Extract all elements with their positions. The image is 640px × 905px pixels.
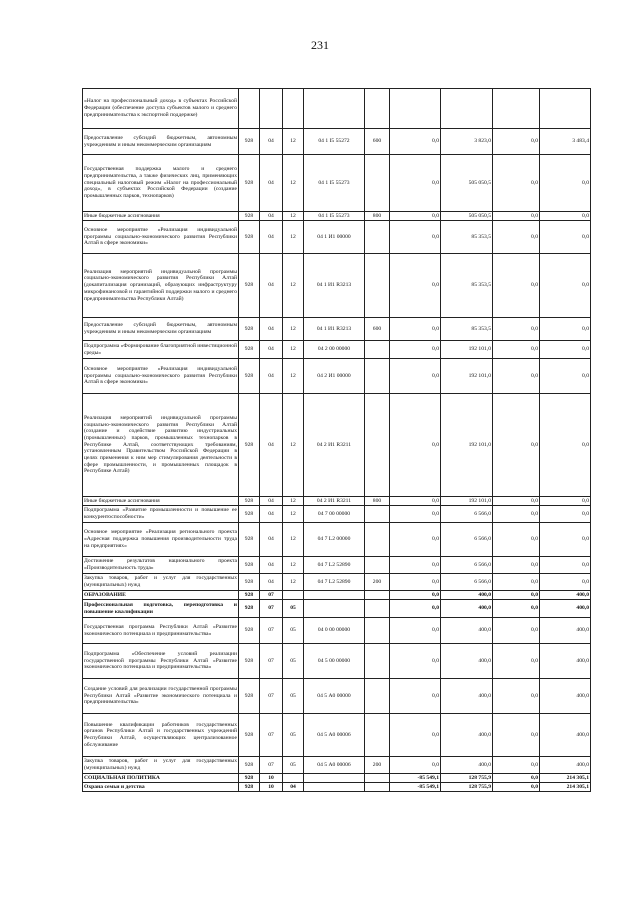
- cell-amount-2: 192 101,0: [441, 394, 493, 497]
- cell-pr: 12: [283, 359, 304, 394]
- cell-csr: 04 1 И1 R3213: [304, 254, 365, 318]
- cell-vr: [365, 89, 390, 129]
- table-row: [83, 506, 591, 523]
- cell-ved: 928: [239, 359, 260, 394]
- cell-pr: 05: [283, 757, 304, 774]
- cell-amount-3: 0,0: [493, 394, 540, 497]
- cell-pr: 12: [283, 523, 304, 557]
- cell-amount-1: 0,0: [390, 557, 441, 574]
- table-row: [83, 318, 591, 341]
- cell-csr: 04 5 00 00000: [304, 644, 365, 679]
- table-row: [83, 359, 591, 394]
- cell-amount-3: [493, 89, 540, 129]
- cell-amount-3: 0,0: [493, 714, 540, 757]
- cell-csr: 04 1 I5 55272: [304, 129, 365, 155]
- cell-amount-2: 400,0: [441, 600, 493, 618]
- cell-ved: 928: [239, 774, 260, 783]
- cell-pr: 12: [283, 212, 304, 221]
- cell-amount-2: 6 566,0: [441, 506, 493, 523]
- cell-vr: [365, 341, 390, 359]
- cell-ved: 928: [239, 506, 260, 523]
- cell-amount-3: 0,0: [493, 254, 540, 318]
- cell-amount-2: 400,0: [441, 591, 493, 600]
- cell-csr: [304, 591, 365, 600]
- cell-amount-2: 85 353,5: [441, 221, 493, 254]
- cell-name: Создание условий для реализации государственной программы Республики Алтай «Развитие экономического потенциала и предпринимательства»: [83, 679, 239, 714]
- cell-amount-1: 0,0: [390, 523, 441, 557]
- cell-amount-2: 192 101,0: [441, 497, 493, 506]
- cell-ved: 928: [239, 497, 260, 506]
- cell-amount-2: 400,0: [441, 714, 493, 757]
- cell-amount-1: 0,0: [390, 341, 441, 359]
- cell-vr: [365, 394, 390, 497]
- cell-pr: 12: [283, 497, 304, 506]
- cell-amount-3: 0,0: [493, 318, 540, 341]
- cell-pr: 12: [283, 221, 304, 254]
- cell-csr: 04 7 00 00000: [304, 506, 365, 523]
- cell-ved: 928: [239, 757, 260, 774]
- cell-amount-4: 0,0: [540, 254, 591, 318]
- cell-amount-2: 6 566,0: [441, 557, 493, 574]
- cell-ved: 928: [239, 714, 260, 757]
- cell-pr: 12: [283, 155, 304, 212]
- cell-csr: 04 2 00 00000: [304, 341, 365, 359]
- cell-amount-4: 214 305,1: [540, 774, 591, 783]
- cell-rz: 04: [260, 394, 283, 497]
- cell-amount-2: 400,0: [441, 679, 493, 714]
- cell-amount-3: 0,0: [493, 212, 540, 221]
- cell-pr: 12: [283, 557, 304, 574]
- cell-amount-1: 0,0: [390, 212, 441, 221]
- cell-amount-2: 192 101,0: [441, 359, 493, 394]
- cell-vr: [365, 679, 390, 714]
- cell-name: Реализация мероприятий индивидуальной программы социально-экономического развития Республики Алтай (создание и содействие развитию индустриальных (промышленных) парков, промышленных технопарков в Республике Алтай, соответствующих требованиям, установленным Правительством Российской Федерации в целях применения к ним мер стимулирования деятельности в сфере промышленности, и промышленных площадок в Республике Алтай): [83, 394, 239, 497]
- cell-csr: 04 0 00 00000: [304, 618, 365, 644]
- cell-amount-3: 0,0: [493, 618, 540, 644]
- cell-vr: [365, 523, 390, 557]
- cell-amount-3: 0,0: [493, 155, 540, 212]
- cell-ved: 928: [239, 254, 260, 318]
- cell-pr: 12: [283, 254, 304, 318]
- cell-amount-1: 0,0: [390, 600, 441, 618]
- cell-amount-2: 3 823,0: [441, 129, 493, 155]
- cell-pr: [283, 89, 304, 129]
- table-row: [83, 644, 591, 679]
- cell-csr: 04 7 L2 00000: [304, 523, 365, 557]
- cell-amount-1: -85 549,1: [390, 783, 441, 792]
- cell-pr: 12: [283, 129, 304, 155]
- cell-vr: [365, 506, 390, 523]
- cell-name: Достижение результатов национального проекта «Производительность труда»: [83, 557, 239, 574]
- cell-csr: 04 1 I5 55273: [304, 155, 365, 212]
- cell-csr: 04 1 И1 00000: [304, 221, 365, 254]
- cell-amount-3: 0,0: [493, 757, 540, 774]
- cell-amount-4: 0,0: [540, 506, 591, 523]
- table-row: [83, 679, 591, 714]
- cell-amount-4: 0,0: [540, 341, 591, 359]
- cell-amount-1: 0,0: [390, 714, 441, 757]
- cell-ved: 928: [239, 644, 260, 679]
- cell-amount-2: 85 353,5: [441, 254, 493, 318]
- cell-amount-1: 0,0: [390, 679, 441, 714]
- table-row: [83, 89, 591, 129]
- table-row: [83, 254, 591, 318]
- cell-amount-3: 0,0: [493, 600, 540, 618]
- cell-vr: [365, 557, 390, 574]
- cell-name: Подпрограмма «Формирование благоприятной инвестиционной среды»: [83, 341, 239, 359]
- cell-rz: 04: [260, 254, 283, 318]
- cell-pr: 04: [283, 783, 304, 792]
- cell-amount-4: 400,0: [540, 679, 591, 714]
- cell-amount-3: 0,0: [493, 644, 540, 679]
- cell-pr: [283, 591, 304, 600]
- table-row: [83, 129, 591, 155]
- cell-rz: 07: [260, 600, 283, 618]
- cell-pr: [283, 774, 304, 783]
- table-row: [83, 394, 591, 497]
- cell-pr: 12: [283, 341, 304, 359]
- cell-amount-4: 0,0: [540, 359, 591, 394]
- cell-amount-2: 192 101,0: [441, 341, 493, 359]
- cell-rz: 04: [260, 506, 283, 523]
- cell-pr: 05: [283, 644, 304, 679]
- cell-amount-3: 0,0: [493, 783, 540, 792]
- cell-amount-1: 0,0: [390, 497, 441, 506]
- cell-amount-4: 0,0: [540, 557, 591, 574]
- cell-ved: 928: [239, 783, 260, 792]
- cell-pr: 12: [283, 574, 304, 591]
- cell-amount-3: 0,0: [493, 129, 540, 155]
- cell-rz: 07: [260, 757, 283, 774]
- cell-amount-1: -85 549,1: [390, 774, 441, 783]
- cell-amount-2: 505 050,5: [441, 155, 493, 212]
- cell-amount-3: 0,0: [493, 506, 540, 523]
- cell-vr: [365, 221, 390, 254]
- cell-rz: 10: [260, 783, 283, 792]
- cell-ved: 928: [239, 523, 260, 557]
- cell-csr: [304, 89, 365, 129]
- table-row: [83, 497, 591, 506]
- cell-amount-4: 0,0: [540, 155, 591, 212]
- cell-amount-1: [390, 89, 441, 129]
- cell-amount-4: 0,0: [540, 318, 591, 341]
- cell-amount-1: 0,0: [390, 221, 441, 254]
- table-row: [83, 600, 591, 618]
- cell-amount-1: 0,0: [390, 591, 441, 600]
- cell-rz: 04: [260, 318, 283, 341]
- cell-amount-2: 400,0: [441, 618, 493, 644]
- cell-csr: [304, 774, 365, 783]
- table-row: [83, 774, 591, 783]
- cell-rz: 07: [260, 679, 283, 714]
- cell-vr: [365, 644, 390, 679]
- cell-name: Государственная поддержка малого и среднего предпринимательства, а также физических лиц, применяющих специальный налоговый режим «Налог на профессиональный доход», в субъектах Российской Федерации (создание промышленных парков, технопарков): [83, 155, 239, 212]
- cell-vr: [365, 359, 390, 394]
- cell-csr: [304, 783, 365, 792]
- cell-rz: 07: [260, 714, 283, 757]
- cell-amount-3: 0,0: [493, 591, 540, 600]
- cell-amount-3: 0,0: [493, 774, 540, 783]
- cell-ved: 928: [239, 221, 260, 254]
- cell-amount-4: 400,0: [540, 591, 591, 600]
- cell-vr: [365, 714, 390, 757]
- table-row: [83, 341, 591, 359]
- cell-name: Подпрограмма «Развитие промышленности и повышение ее конкурентоспособности»: [83, 506, 239, 523]
- cell-ved: 928: [239, 600, 260, 618]
- cell-rz: 04: [260, 221, 283, 254]
- cell-amount-2: 128 755,9: [441, 774, 493, 783]
- cell-amount-4: [540, 89, 591, 129]
- table-row: [83, 757, 591, 774]
- table-row: [83, 523, 591, 557]
- cell-name: Реализация мероприятий индивидуальной программы социально-экономического развития Республики Алтай (докапитализация организаций, образующих инфраструктуру микрофинансовой и гарантийной поддержки малого и среднего предпринимательства Республики Алтай): [83, 254, 239, 318]
- cell-csr: 04 5 А0 00000: [304, 679, 365, 714]
- cell-amount-4: 400,0: [540, 618, 591, 644]
- cell-name: Предоставление субсидий бюджетным, автономным учреждениям и иным некоммерческим организациям: [83, 129, 239, 155]
- cell-vr: [365, 774, 390, 783]
- cell-ved: 928: [239, 341, 260, 359]
- cell-name: Повышение квалификации работников государственных органов Республики Алтай и государственных учреждений Республики Алтай, осуществляющих централизованное обслуживание: [83, 714, 239, 757]
- cell-pr: 12: [283, 394, 304, 497]
- cell-vr: [365, 783, 390, 792]
- cell-rz: [260, 89, 283, 129]
- cell-amount-3: 0,0: [493, 497, 540, 506]
- cell-rz: 10: [260, 774, 283, 783]
- cell-ved: 928: [239, 557, 260, 574]
- cell-amount-1: 0,0: [390, 155, 441, 212]
- cell-pr: 05: [283, 600, 304, 618]
- table-row: [83, 591, 591, 600]
- cell-name: ОБРАЗОВАНИЕ: [83, 591, 239, 600]
- cell-csr: [304, 600, 365, 618]
- cell-vr: 600: [365, 129, 390, 155]
- cell-amount-2: 505 050,5: [441, 212, 493, 221]
- cell-ved: 928: [239, 574, 260, 591]
- cell-amount-2: 400,0: [441, 644, 493, 679]
- cell-ved: 928: [239, 591, 260, 600]
- cell-rz: 04: [260, 557, 283, 574]
- cell-ved: 928: [239, 618, 260, 644]
- cell-pr: 12: [283, 506, 304, 523]
- cell-vr: [365, 618, 390, 644]
- cell-name: Иные бюджетные ассигнования: [83, 212, 239, 221]
- cell-amount-2: [441, 89, 493, 129]
- cell-csr: 04 2 И1 00000: [304, 359, 365, 394]
- cell-name: Государственная программа Республики Алтай «Развитие экономического потенциала и предпринимательства»: [83, 618, 239, 644]
- table-row: [83, 574, 591, 591]
- cell-name: Закупка товаров, работ и услуг для государственных (муниципальных) нужд: [83, 757, 239, 774]
- cell-name: Охрана семьи и детства: [83, 783, 239, 792]
- cell-amount-1: 0,0: [390, 129, 441, 155]
- cell-name: Профессиональная подготовка, переподготовка и повышение квалификации: [83, 600, 239, 618]
- cell-amount-1: 0,0: [390, 254, 441, 318]
- cell-amount-4: 400,0: [540, 757, 591, 774]
- cell-name: Закупка товаров, работ и услуг для государственных (муниципальных) нужд: [83, 574, 239, 591]
- cell-csr: 04 1 I5 55273: [304, 212, 365, 221]
- cell-pr: 05: [283, 679, 304, 714]
- cell-amount-1: 0,0: [390, 359, 441, 394]
- cell-ved: [239, 89, 260, 129]
- cell-name: Подпрограмма «Обеспечение условий реализации государственной программы Республики Алтай «Развитие экономического потенциала и предпринимательства»: [83, 644, 239, 679]
- cell-pr: 05: [283, 714, 304, 757]
- table-row: [83, 212, 591, 221]
- cell-csr: 04 2 И1 R3211: [304, 394, 365, 497]
- cell-vr: 200: [365, 574, 390, 591]
- cell-amount-3: 0,0: [493, 523, 540, 557]
- cell-name: Основное мероприятие «Реализация индивидуальной программы социально-экономического развития Республики Алтай в сфере экономики»: [83, 359, 239, 394]
- cell-ved: 928: [239, 394, 260, 497]
- cell-rz: 04: [260, 574, 283, 591]
- cell-vr: 800: [365, 212, 390, 221]
- cell-amount-4: 0,0: [540, 212, 591, 221]
- cell-amount-1: 0,0: [390, 757, 441, 774]
- cell-csr: 04 5 А0 00006: [304, 757, 365, 774]
- cell-rz: 04: [260, 212, 283, 221]
- cell-amount-3: 0,0: [493, 679, 540, 714]
- cell-amount-2: 128 755,9: [441, 783, 493, 792]
- cell-ved: 928: [239, 155, 260, 212]
- cell-amount-2: 400,0: [441, 757, 493, 774]
- cell-amount-1: 0,0: [390, 318, 441, 341]
- cell-amount-4: 400,0: [540, 644, 591, 679]
- table-row: [83, 221, 591, 254]
- budget-table: [82, 88, 591, 792]
- cell-vr: 800: [365, 497, 390, 506]
- cell-amount-2: 6 566,0: [441, 523, 493, 557]
- cell-rz: 04: [260, 155, 283, 212]
- cell-vr: [365, 254, 390, 318]
- cell-rz: 04: [260, 523, 283, 557]
- cell-vr: 200: [365, 757, 390, 774]
- cell-amount-3: 0,0: [493, 359, 540, 394]
- page-number: 231: [311, 38, 329, 52]
- cell-ved: 928: [239, 679, 260, 714]
- cell-ved: 928: [239, 129, 260, 155]
- cell-amount-3: 0,0: [493, 341, 540, 359]
- cell-amount-1: 0,0: [390, 644, 441, 679]
- table-row: [83, 557, 591, 574]
- cell-amount-2: 85 353,5: [441, 318, 493, 341]
- table-row: [83, 618, 591, 644]
- cell-amount-3: 0,0: [493, 221, 540, 254]
- cell-ved: 928: [239, 318, 260, 341]
- cell-name: Основное мероприятие «Реализация индивидуальной программы социально-экономического развития Республики Алтай в сфере экономики»: [83, 221, 239, 254]
- cell-name: «Налог на профессиональный доход» в субъектах Российской Федерации (обеспечение доступа субъектов малого и среднего предпринимательства к экспортной поддержке): [83, 89, 239, 129]
- cell-csr: 04 1 И1 R3213: [304, 318, 365, 341]
- cell-vr: [365, 155, 390, 212]
- cell-name: Предоставление субсидий бюджетным, автономным учреждениям и иным некоммерческим организациям: [83, 318, 239, 341]
- cell-amount-1: 0,0: [390, 618, 441, 644]
- cell-rz: 04: [260, 341, 283, 359]
- cell-amount-4: 214 305,1: [540, 783, 591, 792]
- cell-rz: 07: [260, 644, 283, 679]
- cell-pr: 12: [283, 318, 304, 341]
- cell-vr: [365, 591, 390, 600]
- cell-rz: 07: [260, 618, 283, 644]
- cell-rz: 07: [260, 591, 283, 600]
- cell-amount-3: 0,0: [493, 574, 540, 591]
- cell-ved: 928: [239, 212, 260, 221]
- cell-amount-4: 0,0: [540, 221, 591, 254]
- cell-rz: 04: [260, 359, 283, 394]
- cell-amount-1: 0,0: [390, 394, 441, 497]
- cell-rz: 04: [260, 129, 283, 155]
- cell-csr: 04 5 А0 00006: [304, 714, 365, 757]
- cell-amount-4: 0,0: [540, 497, 591, 506]
- cell-amount-4: 0,0: [540, 574, 591, 591]
- table-row: [83, 155, 591, 212]
- cell-amount-4: 0,0: [540, 523, 591, 557]
- cell-amount-3: 0,0: [493, 557, 540, 574]
- cell-vr: 600: [365, 318, 390, 341]
- cell-csr: 04 2 И1 R3211: [304, 497, 365, 506]
- cell-amount-4: 0,0: [540, 394, 591, 497]
- table-body: [83, 89, 591, 792]
- cell-name: СОЦИАЛЬНАЯ ПОЛИТИКА: [83, 774, 239, 783]
- cell-csr: 04 7 L2 52890: [304, 574, 365, 591]
- cell-vr: [365, 600, 390, 618]
- cell-name: Иные бюджетные ассигнования: [83, 497, 239, 506]
- cell-amount-2: 6 566,0: [441, 574, 493, 591]
- cell-amount-1: 0,0: [390, 506, 441, 523]
- cell-rz: 04: [260, 497, 283, 506]
- cell-amount-4: 3 483,4: [540, 129, 591, 155]
- cell-csr: 04 7 L2 52890: [304, 557, 365, 574]
- cell-name: Основное мероприятие «Реализация регионального проекта «Адресная поддержка повышения производительности труда на предприятиях»: [83, 523, 239, 557]
- table-row: [83, 714, 591, 757]
- table-row: [83, 783, 591, 792]
- cell-amount-4: 400,0: [540, 600, 591, 618]
- cell-amount-4: 400,0: [540, 714, 591, 757]
- cell-amount-1: 0,0: [390, 574, 441, 591]
- cell-pr: 05: [283, 618, 304, 644]
